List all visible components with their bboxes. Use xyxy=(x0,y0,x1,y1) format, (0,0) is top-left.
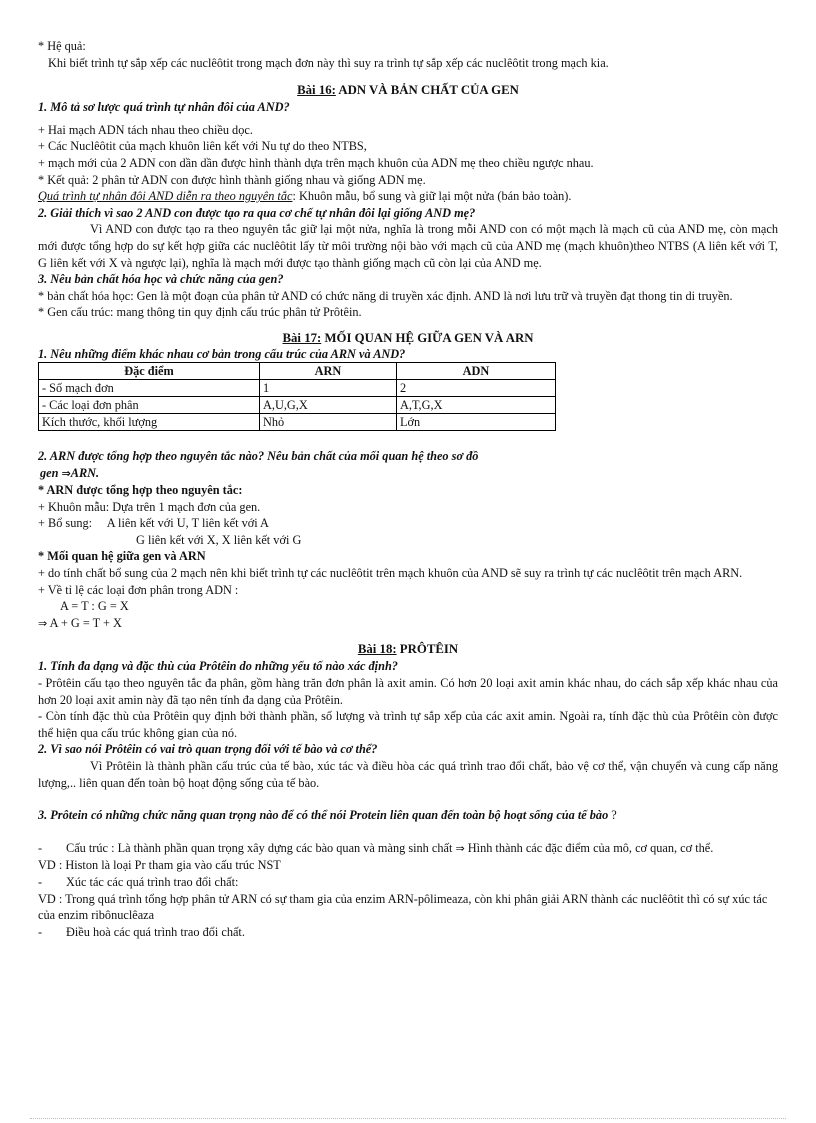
b16-line-5-rest: : Khuôn mẫu, bổ sung và giữ lại một nửa (bán bảo toàn). xyxy=(292,189,572,204)
b17-line-2a: + Bổ sung: A liên kết với U, T liên kết với A xyxy=(38,516,269,531)
b16-line-2: + Các Nuclêôtit của mạch khuôn liên kết với Nu tự do theo NTBS, xyxy=(38,139,367,154)
implies-arrow-icon: ⇒ xyxy=(38,616,48,630)
b17-question-2-line-2 xyxy=(38,465,778,483)
table-row xyxy=(39,396,556,413)
table-header: ARN xyxy=(260,362,397,379)
table-cell: Lớn xyxy=(397,413,556,430)
table-cell: - Số mạch đơn xyxy=(39,379,260,396)
table-cell: 1 xyxy=(260,379,397,396)
table-header: ADN xyxy=(397,362,556,379)
lesson-16-number: Bài 16: xyxy=(297,83,336,98)
b18-question-3-line xyxy=(38,807,778,824)
comparison-table xyxy=(38,362,556,431)
b18-item-1b: Hình thành các đặc điểm của mô, cơ quan, cơ thể. xyxy=(467,840,714,855)
document-page xyxy=(38,38,778,940)
b16-question-3: 3. Nêu bản chất hóa học và chức năng của gen? xyxy=(38,272,284,287)
b18-question-1: 1. Tính đa dạng và đặc thù của Prôtêin do những yếu tố nào xác định? xyxy=(38,659,398,674)
implies-arrow-icon: ⇒ xyxy=(455,841,465,855)
b16-answer-3b: * Gen cấu trúc: mang thông tin quy định cấu trúc phân tử Prôtêin. xyxy=(38,305,362,320)
table-header-row xyxy=(39,362,556,379)
b18-item-2: Xúc tác các quá trình trao đổi chất: xyxy=(66,874,239,889)
implies-arrow-icon: ⇒ xyxy=(61,466,71,480)
lesson-18-heading: PRÔTÊIN xyxy=(396,642,459,657)
table-cell: A,T,G,X xyxy=(397,396,556,413)
b17-heading-relation: * Mối quan hệ giữa gen và ARN xyxy=(38,549,206,564)
table-cell: - Các loại đơn phân xyxy=(39,396,260,413)
bullet-dash: - xyxy=(38,840,43,855)
lesson-18-title xyxy=(38,640,778,658)
b17-line-1: + Khuôn mẫu: Dựa trên 1 mạch đơn của gen. xyxy=(38,499,261,514)
table-row xyxy=(39,379,556,396)
b18-example-1: VD : Histon là loại Pr tham gia vào cấu trúc NST xyxy=(38,858,281,873)
b17-q2-arn: ARN. xyxy=(70,465,100,480)
b16-line-3: + mạch mới của 2 ADN con dần dần được hình thành dựa trên mạch khuôn của ADN mẹ theo chiều ngược nhau. xyxy=(38,155,594,170)
consequence-text: Khi biết trình tự sắp xếp các nuclêôtit trong mạch đơn này thì suy ra trình tự sắp xếp các nuclêôtit trong mạch kia. xyxy=(48,55,609,70)
b18-answer-2: Vì Prôtêin là thành phần cấu trúc của tế bào, xúc tác và điều hòa các quá trình trao đổi chất, bảo vệ cơ thể, vận chuyển và cung cấp năng lượng,.. liên quan đến toàn bộ hoạt động sống của tế bào. xyxy=(38,759,778,790)
b17-line-3: + do tính chất bổ sung của 2 mạch nên khi biết trình tự các nuclêôtit trên mạch khuôn của AND sẽ suy ra trình tự các nuclêôtit trên mạch ARN. xyxy=(38,566,743,581)
b16-line-4: * Kết quả: 2 phân tử ADN con được hình thành giống nhau và giống ADN mẹ. xyxy=(38,172,426,187)
b17-formula-2-line xyxy=(38,615,778,633)
list-item xyxy=(38,874,778,891)
b16-line-5-underlined: Quá trình tự nhân đôi AND diễn ra theo nguyên tắc xyxy=(38,189,293,204)
b18-question-2: 2. Vì sao nói Prôtêin có vai trò quan trọng đối với tế bào và cơ thể? xyxy=(38,742,378,757)
b16-question-2: 2. Giải thích vì sao 2 AND con được tạo ra qua cơ chế tự nhân đôi lại giống AND mẹ? xyxy=(38,205,476,220)
lesson-17-heading: MỐI QUAN HỆ GIỮA GEN VÀ ARN xyxy=(321,330,534,345)
list-item xyxy=(38,924,778,941)
b16-line-5 xyxy=(38,188,778,205)
b17-line-2b: G liên kết với X, X liên kết với G xyxy=(136,532,302,547)
b17-question-2: 2. ARN được tổng hợp theo nguyên tắc nào? Nêu bản chất của mối quan hệ theo sơ đồ xyxy=(38,448,479,463)
table-cell: Nhỏ xyxy=(260,413,397,430)
b18-answer-1b: - Còn tính đặc thù của Prôtêin quy định bởi thành phần, số lượng và trình tự sắp xếp của các axit amin. Ngoài ra, tính đặc thù của Prôtêin còn được thể hiện qua cấu trúc không gian của nó. xyxy=(38,709,778,740)
b18-item-3: Điều hoà các quá trình trao đổi chất. xyxy=(66,924,245,939)
b17-formula-2: A + G = T + X xyxy=(49,615,122,630)
consequence-label: * Hệ quả: xyxy=(38,39,86,53)
lesson-16-heading: ADN VÀ BẢN CHẤT CỦA GEN xyxy=(335,83,519,98)
list-item-text xyxy=(66,840,778,858)
lesson-17-title xyxy=(38,329,778,347)
b17-formula-1: A = T : G = X xyxy=(60,599,129,614)
table-cell: A,U,G,X xyxy=(260,396,397,413)
lesson-18-number: Bài 18: xyxy=(357,642,397,657)
bullet-dash: - xyxy=(38,874,43,889)
b18-question-3: 3. Prôtein có những chức năng quan trọng nào để có thể nói Protein liên quan đến toàn bộ hoạt sống của tế bào xyxy=(38,808,609,823)
b16-answer-3a: * bản chất hóa học: Gen là một đoạn của phân tử AND có chức năng di truyền xác định. AND là nơi lưu trữ và truyền đạt thong tin di truyền. xyxy=(38,288,733,303)
page-bottom-divider xyxy=(30,1118,786,1119)
lesson-16-title xyxy=(38,81,778,99)
b16-line-1: + Hai mạch ADN tách nhau theo chiều dọc. xyxy=(38,122,253,137)
b17-line-4: + Về tỉ lệ các loại đơn phân trong ADN : xyxy=(38,582,239,597)
b16-answer-2: Vì AND con được tạo ra theo nguyên tắc giữ lại một nửa, nghĩa là trong mỗi AND con có một mạch là mạch cũ của AND mẹ, còn mạch mới được tổng hợp do sự kết hợp giữa các nuclêôtit lấy từ môi trường nội bào với mạch cũ của AND mẹ (mạch khuôn)theo NTBS (A liên kết với T, G liên kết với X và ngược lại), nghĩa là mạch mới được tạo thành giống mạch cũ còn lại của AND mẹ. xyxy=(38,222,778,270)
table-cell: Kích thước, khối lượng xyxy=(39,413,260,430)
b17-q2-gen: gen xyxy=(40,465,59,480)
b18-answer-1a: - Prôtêin cấu tạo theo nguyên tắc đa phân, gồm hàng trăn đơn phân là axit amin. Có hơn 20 loại axit amin khác nhau, do cách sắp xếp khác nhau của hơn 20 loại axit amin này đã tạo nên tính đa dạng của Prôtêin. xyxy=(38,676,778,707)
b18-item-1a: Cấu trúc : Là thành phần quan trọng xây dựng các bào quan và màng sinh chất xyxy=(66,840,453,855)
b17-heading-principle: * ARN được tổng hợp theo nguyên tắc: xyxy=(38,483,243,498)
b17-question-1: 1. Nêu những điểm khác nhau cơ bản trong cấu trúc của ARN và AND? xyxy=(38,346,406,361)
table-row xyxy=(39,413,556,430)
list-item xyxy=(38,840,778,858)
b18-question-3-end: ? xyxy=(608,808,617,823)
b18-example-2: VD : Trong quá trình tổng hợp phân tử ARN có sự tham gia của enzim ARN-pôlimeaza, còn khi phân giải ARN thành các nuclêôtit thì có sự xúc tác của enzim ribônuclêaza xyxy=(38,891,768,923)
table-cell: 2 xyxy=(397,379,556,396)
lesson-17-number: Bài 17: xyxy=(282,330,322,345)
table-header: Đặc điểm xyxy=(39,362,260,379)
bullet-dash: - xyxy=(38,924,43,939)
b16-question-1: 1. Mô tả sơ lược quá trình tự nhân đôi của AND? xyxy=(38,100,290,115)
